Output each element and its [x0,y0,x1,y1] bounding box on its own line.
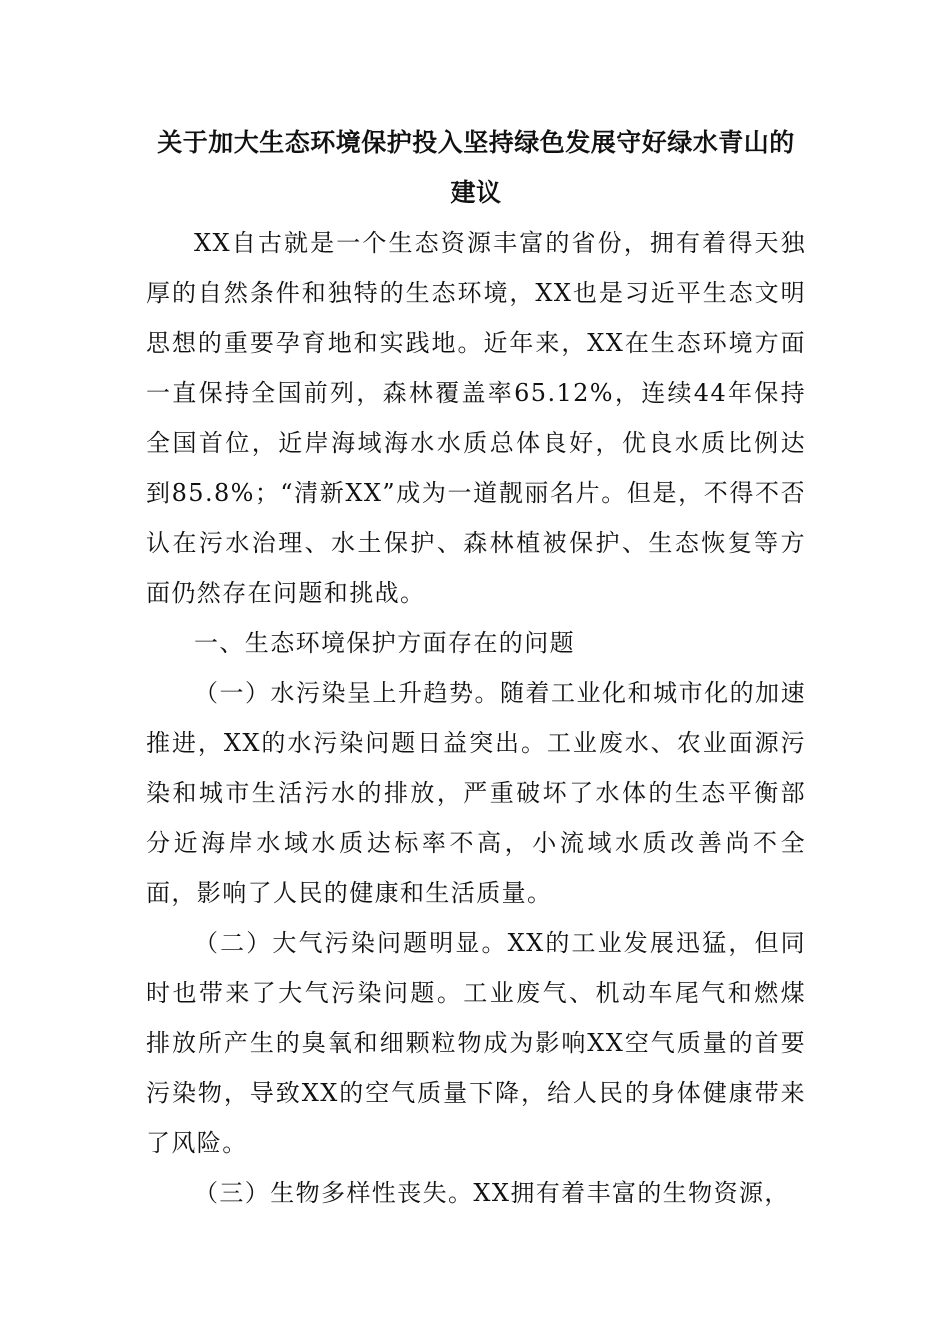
document-page [146,118,806,1218]
paragraph-air-pollution: （二）大气污染问题明显。XX的工业发展迅猛，但同时也带来了大气污染问题。工业废气、机动车尾气和燃煤排放所产生的臭氧和细颗粒物成为影响XX空气质量的首要污染物，导致XX的空气质量下降，给人民的身体健康带来了风险。 [146,929,806,1157]
paragraph-biodiversity: （三）生物多样性丧失。XX拥有着丰富的生物资源， [194,1179,790,1207]
intro-paragraph: XX自古就是一个生态资源丰富的省份，拥有着得天独厚的自然条件和独特的生态环境，XX也是习近平生态文明思想的重要孕育地和实践地。近年来，XX在生态环境方面一直保持全国前列，森林覆盖率65.12%，连续44年保持全国首位，近岸海域海水水质总体良好，优良水质比例达到85.8%；“清新XX”成为一道靓丽名片。但是，不得不否认在污水治理、水土保护、森林植被保护、生态恢复等方面仍然存在问题和挑战。 [146,229,806,607]
paragraph-water-pollution: （一）水污染呈上升趋势。随着工业化和城市化的加速推进，XX的水污染问题日益突出。工业废水、农业面源污染和城市生活污水的排放，严重破坏了水体的生态平衡部分近海岸水域水质达标率不高，小流域水质改善尚不全面，影响了人民的健康和生活质量。 [146,679,806,907]
document-title: 关于加大生态环境保护投入坚持绿色发展守好绿水青山的建议 [157,128,795,207]
section-heading-problems: 一、生态环境保护方面存在的问题 [194,629,575,657]
